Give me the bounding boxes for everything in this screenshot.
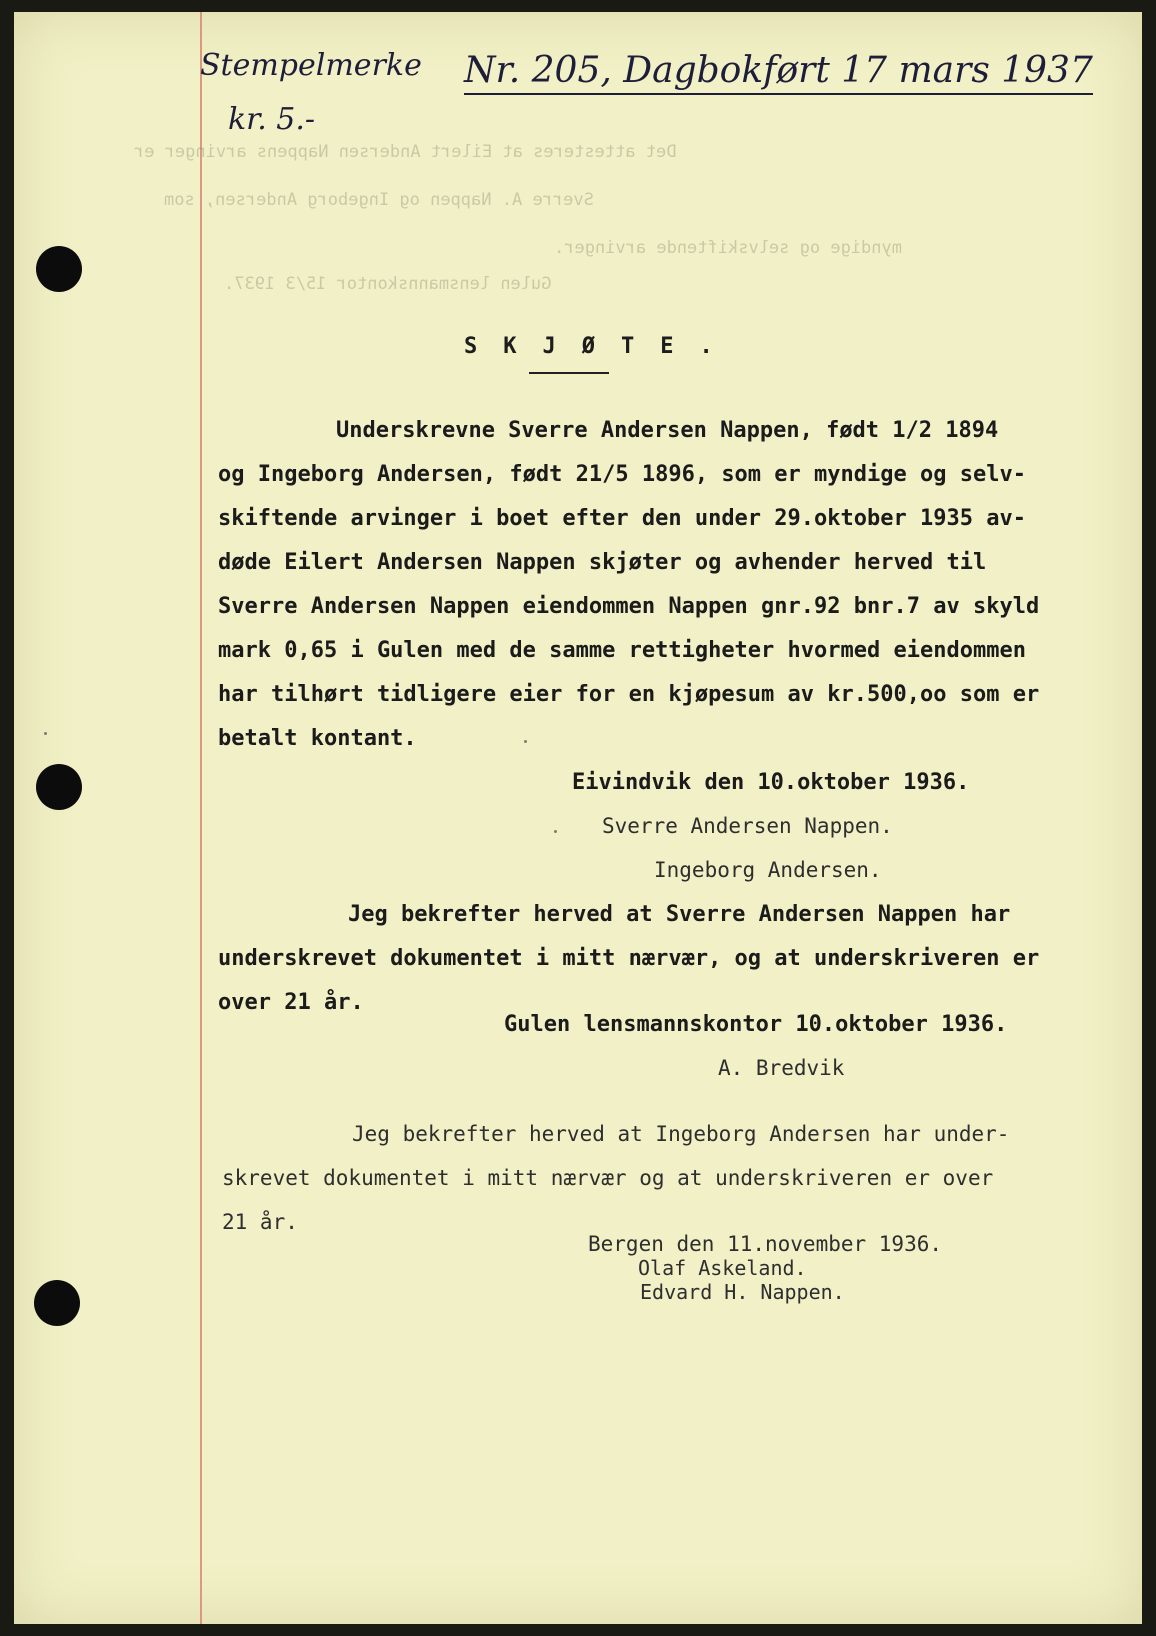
attest2-place: Bergen den 11.november 1936. [588, 1232, 943, 1256]
punch-hole-middle [36, 764, 82, 810]
attest1-line: over 21 år. [218, 990, 364, 1015]
speck [44, 732, 47, 735]
speck [554, 830, 557, 833]
ghost-line-3: myndige og selvskiftende arvinger. [554, 238, 902, 258]
body-line: betalt kontant. [218, 726, 417, 751]
title-underline [529, 372, 609, 374]
body-line: har tilhørt tidligere eier for en kjøpesum av kr.500,oo som er [218, 682, 1040, 707]
ghost-line-4: Gulen lensmannskontor 15/3 1937. [224, 274, 552, 294]
document-title: SKJØTE. [464, 334, 739, 359]
attest2-line: Jeg bekrefter herved at Ingeborg Andersen har under- [352, 1122, 1010, 1146]
signature-line: Sverre Andersen Nappen. [602, 814, 893, 838]
stamp-label: Stempelmerke [200, 48, 422, 83]
body-line: skiftende arvinger i boet efter den under 29.oktober 1935 av- [218, 506, 1026, 531]
attest2-witness: Edvard H. Nappen. [640, 1280, 845, 1304]
punch-hole-top [36, 246, 82, 292]
body-line: Underskrevne Sverre Andersen Nappen, født 1/2 1894 [336, 418, 999, 443]
body-line: og Ingeborg Andersen, født 21/5 1896, som er myndige og selv- [218, 462, 1026, 487]
stamp-value: kr. 5.- [228, 102, 316, 137]
margin-line [200, 12, 202, 1624]
body-line: mark 0,65 i Gulen med de samme rettigheter hvormed eiendommen [218, 638, 1026, 663]
document-page [14, 12, 1142, 1624]
punch-hole-bottom [34, 1280, 80, 1326]
attest1-place: Gulen lensmannskontor 10.oktober 1936. [504, 1012, 1008, 1037]
body-line: døde Eilert Andersen Nappen skjøter og avhender herved til [218, 550, 987, 575]
attest2-line: skrevet dokumentet i mitt nærvær og at underskriveren er over [222, 1166, 994, 1190]
attest1-signer: A. Bredvik [718, 1056, 845, 1080]
attest2-line: 21 år. [222, 1210, 298, 1234]
registration-note: Nr. 205, Dagbokført 17 mars 1937 [464, 50, 1093, 95]
ghost-line-1: Det attesteres at Eilert Andersen Nappens arvinger er [134, 142, 677, 162]
speck [524, 740, 527, 743]
attest2-witness: Olaf Askeland. [638, 1256, 807, 1280]
ghost-line-2: Sverre A. Nappen og Ingeborg Andersen, som [164, 190, 594, 210]
attest1-line: Jeg bekrefter herved at Sverre Andersen Nappen har [348, 902, 1011, 927]
attest1-line: underskrevet dokumentet i mitt nærvær, og at underskriveren er [218, 946, 1040, 971]
signature-line: Ingeborg Andersen. [654, 858, 882, 882]
place-date: Eivindvik den 10.oktober 1936. [572, 770, 970, 795]
body-line: Sverre Andersen Nappen eiendommen Nappen gnr.92 bnr.7 av skyld [218, 594, 1040, 619]
